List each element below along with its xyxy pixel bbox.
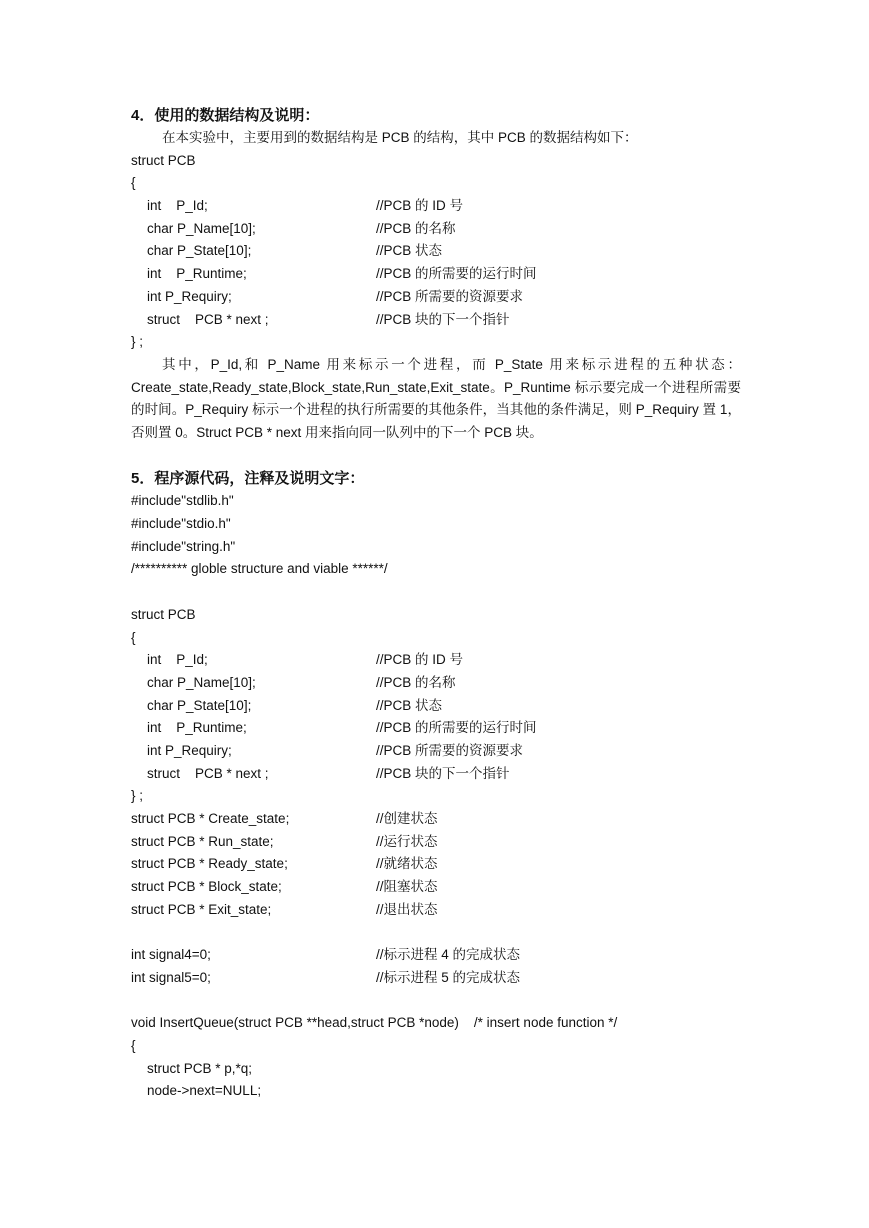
state-comment: //运行状态: [376, 833, 438, 849]
state-comment: //阻塞状态: [376, 879, 438, 895]
field-code: char P_Name[10];: [147, 220, 256, 236]
signal-comment: //标示进程 5 的完成状态: [376, 969, 521, 985]
field-code: int P_Id;: [147, 652, 208, 668]
include-line: #include"stdlib.h": [131, 493, 234, 509]
section-4-heading: 4．使用的数据结构及说明：: [131, 107, 320, 124]
struct-field: [131, 309, 741, 332]
brace-close: } ;: [131, 788, 144, 804]
state-comment: //就绪状态: [376, 856, 438, 872]
include-line: #include"string.h": [131, 538, 236, 554]
field-code: char P_State[10];: [147, 243, 252, 259]
state-declaration: [131, 831, 741, 854]
field-comment: //PCB 块的下一个指针: [376, 311, 510, 327]
state-comment: //退出状态: [376, 901, 438, 917]
field-comment: //PCB 所需要的资源要求: [376, 742, 524, 758]
field-code: int P_Requiry;: [147, 288, 232, 304]
field-comment: //PCB 的 ID 号: [376, 198, 464, 214]
globals-comment: /********** globle structure and viable ******/: [131, 561, 388, 577]
section-4-explanation: 其中，P_Id,和 P_Name 用来标示一个进程，而 P_State 用来标示进程的五种状态：Create_state,Ready_state,Block_state,Run_state,Exit_state。P_Runtime 标示要完成一个进程所需要的时间。P_Requiry 标示一个进程的执行所需要的其他条件，当其他的条件满足，则 P_Requiry 置 1，否则置 0。Struct PCB * next 用来指向同一队列中的下一个 PCB 块。: [131, 356, 741, 440]
state-declaration: [131, 853, 741, 876]
section-5-heading: 5．程序源代码，注释及说明文字：: [131, 470, 365, 488]
struct-field: [131, 286, 741, 309]
state-comment: //创建状态: [376, 811, 438, 826]
struct-field: [131, 672, 741, 695]
field-code: char P_State[10];: [147, 697, 252, 713]
spacer: [131, 581, 741, 604]
struct-field: [131, 740, 741, 763]
state-code: struct PCB * Ready_state;: [131, 856, 288, 872]
signal-comment: //标示进程 4 的完成状态: [376, 947, 521, 963]
field-comment: //PCB 块的下一个指针: [376, 765, 510, 781]
field-comment: //PCB 状态: [376, 243, 443, 259]
struct-field: [131, 695, 741, 718]
field-comment: //PCB 的所需要的运行时间: [376, 720, 537, 736]
struct-field: [131, 763, 741, 786]
signal-declaration: [131, 967, 741, 990]
state-declaration: [131, 899, 741, 922]
spacer: [131, 990, 741, 1013]
function-brace-open: {: [131, 1037, 136, 1053]
state-code: struct PCB * Exit_state;: [131, 901, 272, 917]
document-page: [131, 104, 741, 1103]
struct-declaration: struct PCB: [131, 152, 196, 168]
field-code: char P_Name[10];: [147, 674, 256, 690]
field-code: int P_Requiry;: [147, 742, 232, 758]
field-comment: //PCB 的名称: [376, 220, 456, 236]
function-signature: void InsertQueue(struct PCB **head,struct PCB *node) /* insert node function */: [131, 1015, 618, 1031]
struct-field: [131, 717, 741, 740]
field-comment: //PCB 的所需要的运行时间: [376, 266, 537, 282]
struct-field: [131, 263, 741, 286]
brace-open: {: [131, 629, 136, 645]
struct-field: [131, 195, 741, 218]
struct-field: [131, 218, 741, 241]
state-declaration: [131, 808, 741, 831]
signal-code: int signal4=0;: [131, 947, 211, 963]
state-declaration: [131, 876, 741, 899]
field-comment: //PCB 状态: [376, 697, 443, 713]
struct-field: [131, 240, 741, 263]
field-code: struct PCB * next ;: [147, 311, 269, 327]
state-code: struct PCB * Block_state;: [131, 879, 282, 895]
struct-field: [131, 649, 741, 672]
signal-code: int signal5=0;: [131, 969, 211, 985]
include-line: #include"stdio.h": [131, 516, 231, 532]
struct-declaration: struct PCB: [131, 606, 196, 622]
section-4-intro: 在本实验中，主要用到的数据结构是 PCB 的结构，其中 PCB 的数据结构如下：: [162, 130, 638, 145]
function-body-line: node->next=NULL;: [147, 1083, 262, 1099]
brace-close: } ;: [131, 334, 144, 350]
signal-declaration: [131, 944, 741, 967]
field-code: int P_Id;: [147, 198, 208, 214]
spacer: [131, 921, 741, 944]
spacer: [131, 445, 741, 468]
state-code: struct PCB * Create_state;: [131, 811, 290, 826]
field-comment: //PCB 所需要的资源要求: [376, 288, 524, 304]
field-comment: //PCB 的 ID 号: [376, 652, 464, 668]
field-code: int P_Runtime;: [147, 720, 247, 736]
brace-open: {: [131, 175, 136, 191]
field-code: struct PCB * next ;: [147, 765, 269, 781]
function-body-line: struct PCB * p,*q;: [147, 1060, 253, 1076]
field-comment: //PCB 的名称: [376, 674, 456, 690]
state-code: struct PCB * Run_state;: [131, 833, 274, 849]
field-code: int P_Runtime;: [147, 266, 247, 282]
